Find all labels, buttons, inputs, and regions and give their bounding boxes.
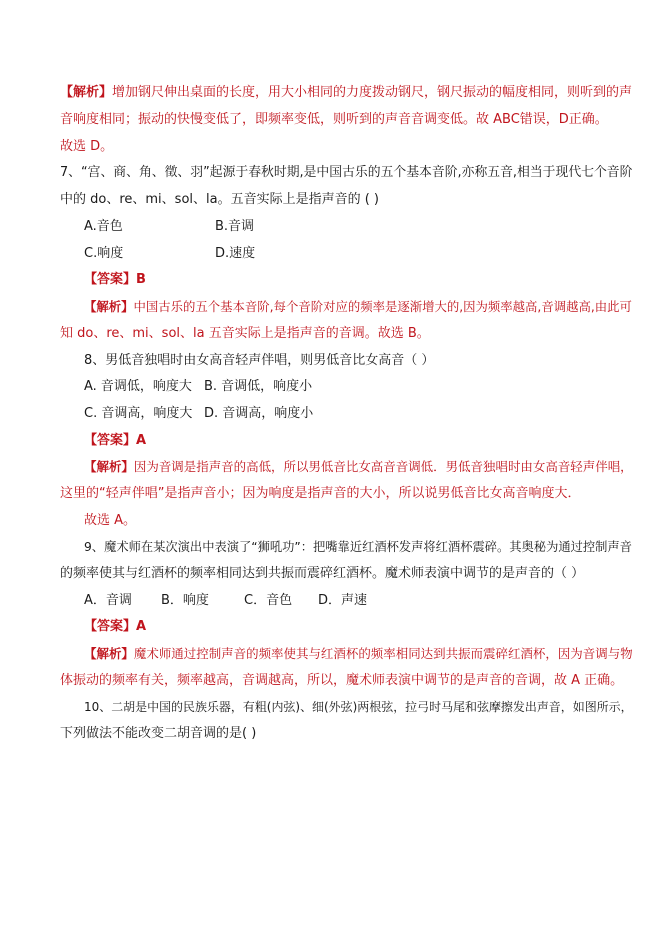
q6-analysis-line-1 [60, 84, 632, 102]
q10-stem-line-2: 下列做法不能改变二胡音调的是( ) [60, 726, 257, 741]
answer-tag: 【答案】 [84, 433, 137, 448]
q6-conclusion: 故选 D。 [60, 139, 114, 154]
q8-answer [84, 432, 146, 450]
analysis-text: 中国古乐的五个基本音阶,每个音阶对应的频率是逐渐增大的,因为频率越高,音调越高,由此可 [133, 299, 632, 314]
q8-analysis-line-1 [84, 458, 633, 476]
q9-stem-line-1: 9、魔术师在某次演出中表演了“狮吼功”：把嘴靠近红酒杯发声将红酒杯震碎。其奥秘为通过控制声音 [84, 540, 632, 554]
answer-value: A [136, 433, 147, 448]
q8-analysis-line-2: 这里的“轻声伴唱”是指声音小；因为响度是指声音的大小，所以说男低音比女高音响度大． [60, 486, 581, 501]
q9-option-a: A．音调 [84, 593, 132, 608]
q7-analysis-line-2: 知 do、re、mi、sol、la 五音实际上是指声音的音调。故选 B。 [60, 326, 430, 341]
analysis-text: 增加钢尺伸出桌面的长度，用大小相同的力度拨动钢尺，钢尺振动的幅度相同，则听到的声 [112, 85, 633, 100]
q8-conclusion: 故选 A。 [84, 513, 137, 528]
q7-option-c: C.响度 [84, 246, 124, 261]
answer-tag: 【答案】 [84, 619, 137, 634]
q7-stem-line-2: 中的 do、re、mi、sol、la。五音实际上是指声音的 ( ) [60, 192, 379, 207]
q8-stem: 8、男低音独唱时由女高音轻声伴唱，则男低音比女高音（ ） [84, 353, 435, 368]
q8-option-a: A. 音调低，响度大 [84, 379, 192, 394]
analysis-text: 因为音调是指声音的高低，所以男低音比女高音音调低．男低音独唱时由女高音轻声伴唱， [133, 459, 633, 474]
analysis-tag: 【解析】 [84, 299, 134, 314]
q7-option-b: B.音调 [215, 219, 255, 234]
q7-option-d: D.速度 [215, 246, 256, 261]
analysis-text: 魔术师通过控制声音的频率使其与红酒杯的频率相同达到共振而震碎红酒杯，因为音调与物 [133, 646, 633, 661]
q8-option-b: B. 音调低，响度小 [204, 379, 313, 394]
analysis-tag: 【解析】 [84, 646, 134, 661]
q8-option-d: D. 音调高，响度小 [204, 406, 314, 421]
analysis-tag: 【解析】 [60, 85, 113, 100]
q9-analysis-line-2: 体振动的频率有关，频率越高，音调越高，所以，魔术师表演中调节的是声音的音调，故 A 正确。 [60, 673, 624, 688]
q9-option-b: B．响度 [161, 593, 209, 608]
answer-value: B [136, 272, 146, 287]
q6-analysis-line-2: 音响度相同；振动的快慢变低了，即频率变低，则听到的声音音调变低。故 ABC错误，D正确。 [60, 112, 608, 127]
q9-option-c: C．音色 [244, 593, 293, 608]
q9-analysis-line-1 [84, 645, 633, 663]
q9-option-d: D．声速 [318, 593, 368, 608]
q7-answer [84, 271, 146, 289]
analysis-tag: 【解析】 [84, 459, 134, 474]
q7-stem-line-1: 7、“宫、商、角、徵、羽”起源于春秋时期,是中国古乐的五个基本音阶,亦称五音,相当于现代七个音阶 [60, 165, 633, 180]
q10-stem-line-1: 10、二胡是中国的民族乐器，有粗(内弦)、细(外弦)两根弦，拉弓时马尾和弦摩擦发出声音，如图所示， [84, 700, 633, 714]
q7-analysis-line-1 [84, 298, 632, 316]
answer-tag: 【答案】 [84, 272, 137, 287]
q9-answer [84, 618, 146, 636]
q8-option-c: C. 音调高，响度大 [84, 406, 193, 421]
q7-option-a: A.音色 [84, 219, 123, 234]
answer-value: A [136, 619, 147, 634]
q9-stem-line-2: 的频率使其与红酒杯的频率相同达到共振而震碎红酒杯。魔术师表演中调节的是声音的（ ） [60, 566, 585, 581]
